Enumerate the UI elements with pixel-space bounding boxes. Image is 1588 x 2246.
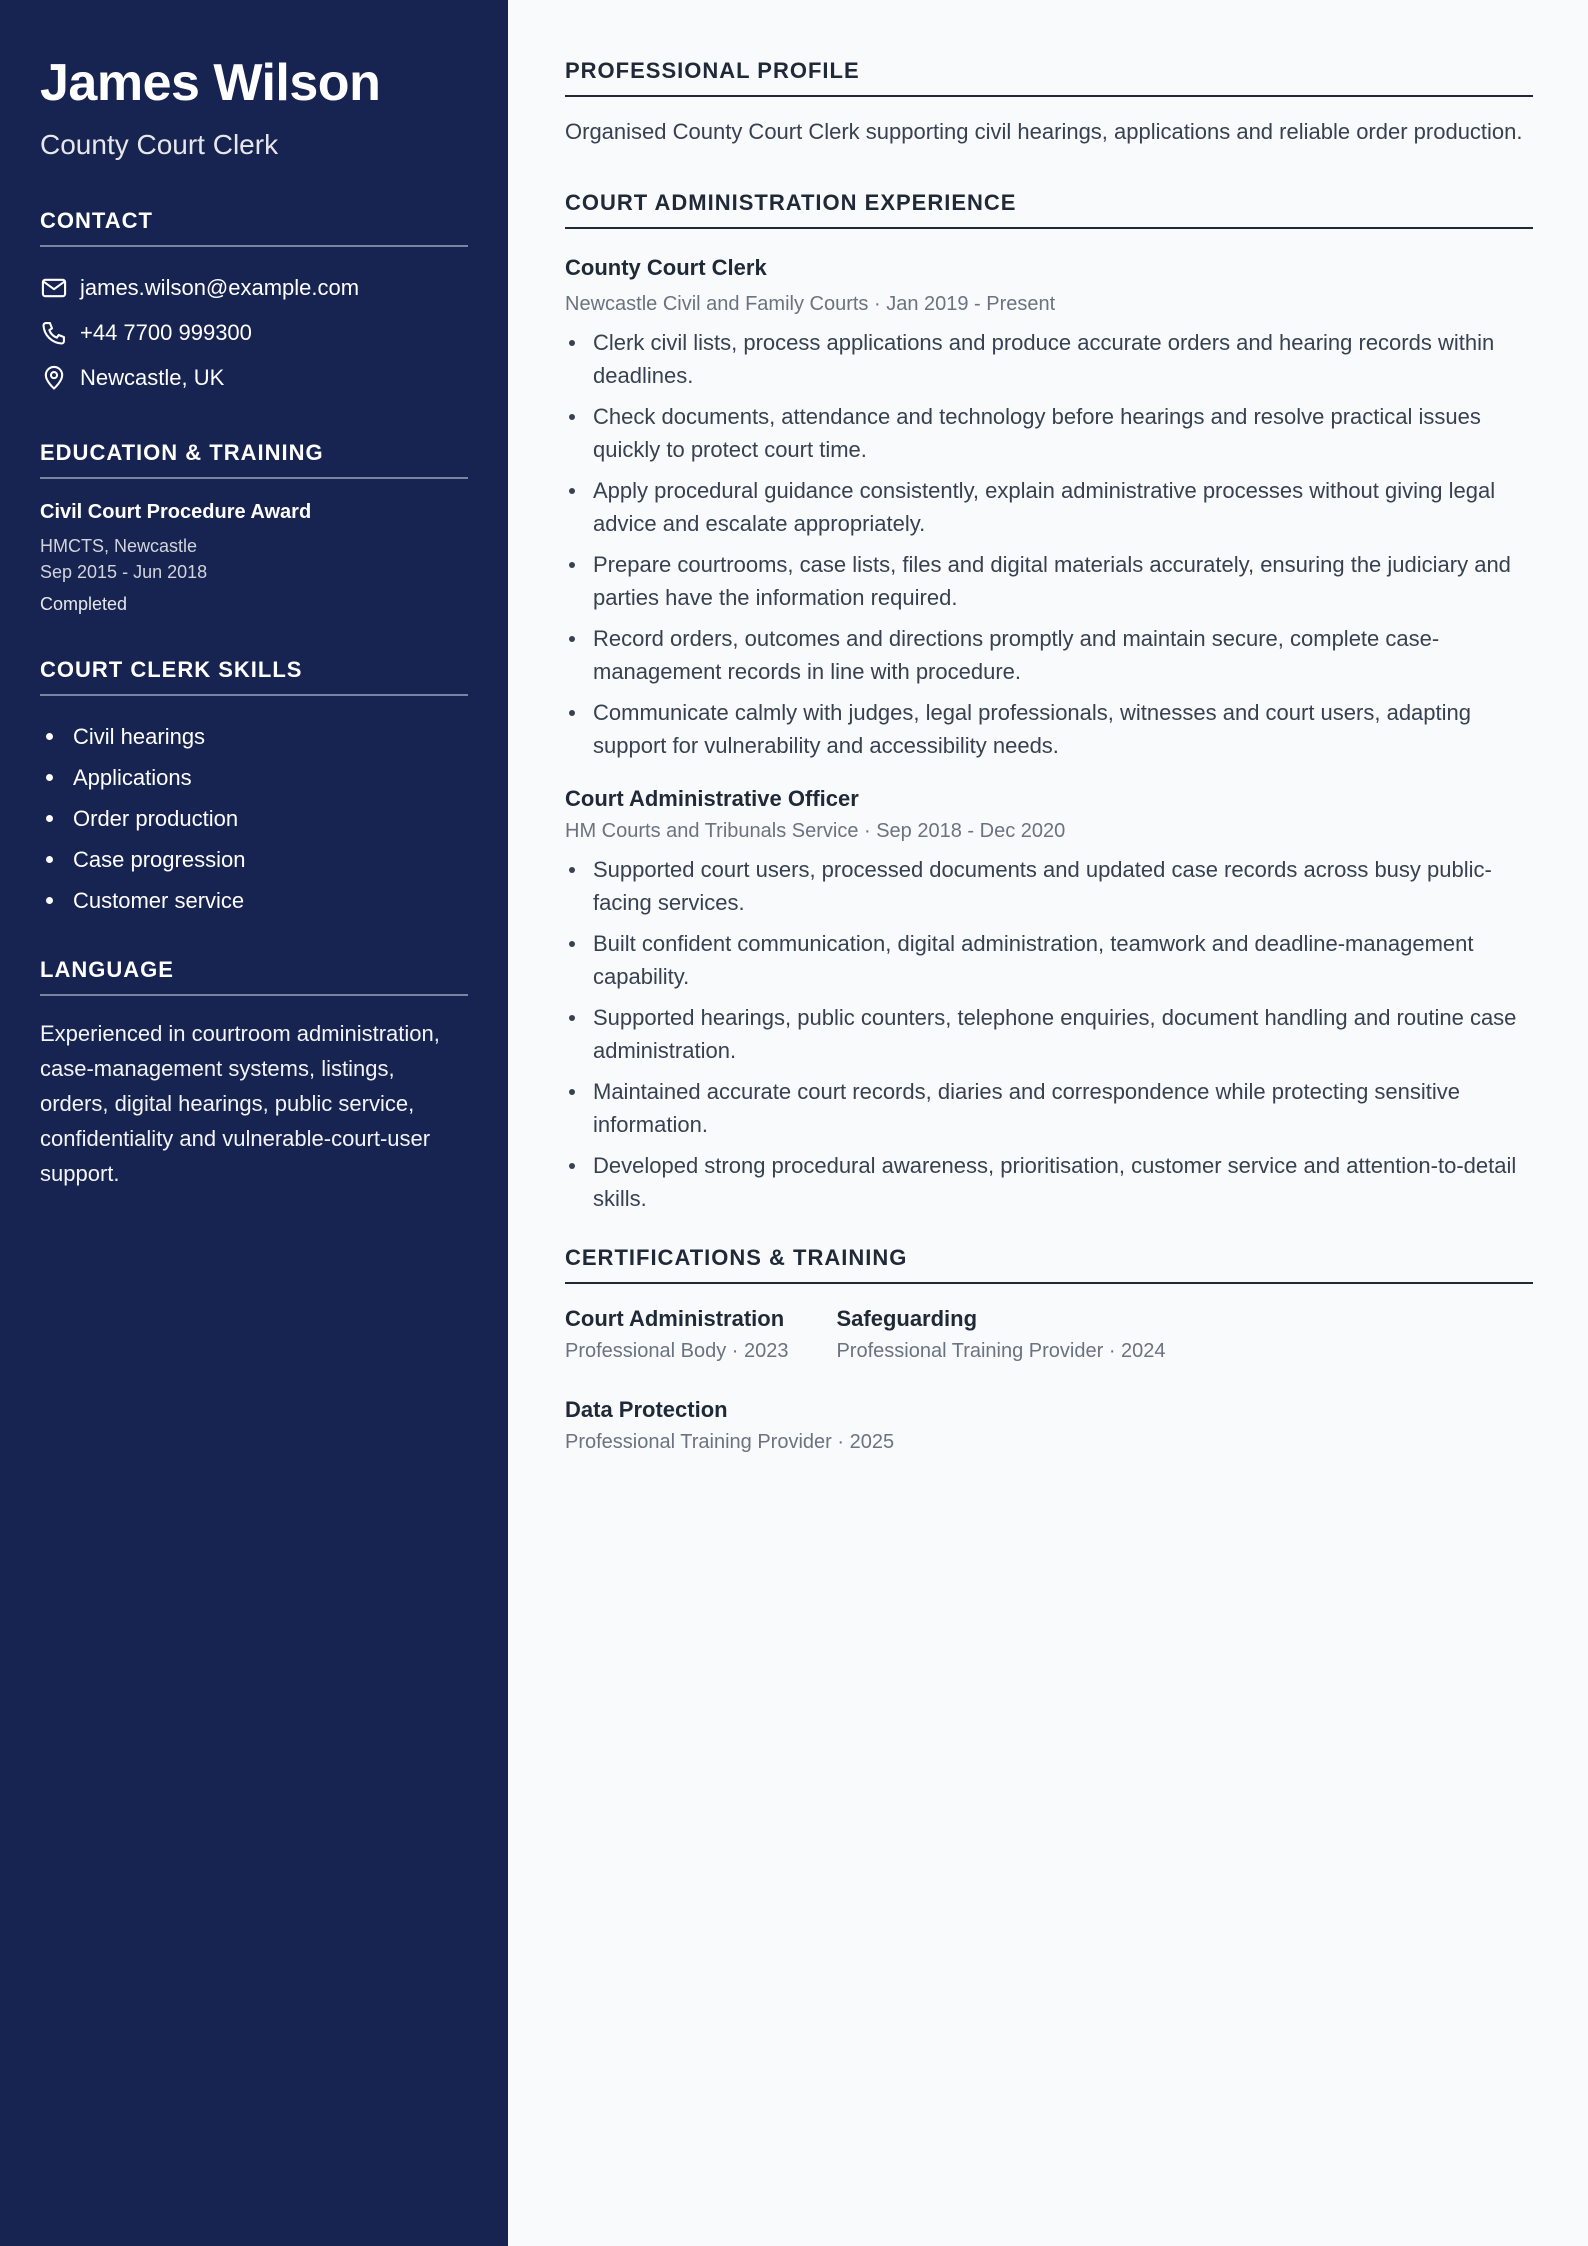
candidate-title: County Court Clerk	[40, 129, 279, 160]
education-status: Completed	[40, 594, 128, 614]
list-item: Applications	[40, 757, 468, 798]
list-item: Supported hearings, public counters, telephone enquiries, document handling and routine case administration.	[565, 1001, 1533, 1067]
list-item: Order production	[40, 798, 468, 839]
certifications-section	[565, 1245, 1533, 1488]
certification-item	[565, 1306, 788, 1363]
sidebar	[0, 0, 508, 2246]
contact-section	[40, 208, 468, 400]
language-text: Experienced in courtroom administration, case-management systems, listings, orders, digital hearings, public service, confidentiality and vulnerable-court-user support.	[40, 1021, 440, 1186]
mail-icon	[40, 274, 68, 302]
list-item: Apply procedural guidance consistently, explain administrative processes without giving legal advice and escalate appropriately.	[565, 474, 1533, 540]
certifications-grid	[565, 1306, 1533, 1488]
certification-meta: Professional Training Provider · 2024	[836, 1340, 1166, 1362]
job-title: County Court Clerk	[565, 255, 767, 280]
contact-phone[interactable]	[40, 310, 468, 355]
phone-icon	[40, 319, 68, 347]
education-section	[40, 440, 468, 615]
skills-section	[40, 657, 468, 921]
language-heading: LANGUAGE	[40, 957, 468, 996]
certification-meta: Professional Body · 2023	[565, 1340, 789, 1362]
list-item: Check documents, attendance and technology before hearings and resolve practical issues quickly to protect court time.	[565, 400, 1533, 466]
list-item: Maintained accurate court records, diaries and correspondence while protecting sensitive information.	[565, 1075, 1533, 1141]
candidate-name: James Wilson	[40, 54, 381, 112]
list-item: Prepare courtrooms, case lists, files and digital materials accurately, ensuring the judiciary and parties have the information required.	[565, 548, 1533, 614]
contact-email[interactable]	[40, 265, 468, 310]
skills-list	[40, 716, 468, 921]
main-content	[565, 58, 1533, 1488]
list-item: Clerk civil lists, process applications and produce accurate orders and hearing records within deadlines.	[565, 326, 1533, 392]
job-meta: Newcastle Civil and Family Courts · Jan 2019 - Present	[565, 293, 1056, 315]
education-institution: HMCTS, Newcastle	[40, 536, 198, 556]
certification-item	[836, 1306, 1165, 1363]
education-heading: EDUCATION & TRAINING	[40, 440, 468, 479]
list-item: Case progression	[40, 839, 468, 880]
contact-heading: CONTACT	[40, 208, 468, 247]
list-item: Record orders, outcomes and directions promptly and maintain secure, complete case-management records in line with procedure.	[565, 622, 1533, 688]
contact-location	[40, 355, 468, 400]
job-bullets	[565, 326, 1533, 762]
education-dates: Sep 2015 - Jun 2018	[40, 562, 208, 582]
profile-text: Organised County Court Clerk supporting civil hearings, applications and reliable order production.	[565, 119, 1523, 144]
skills-heading: COURT CLERK SKILLS	[40, 657, 468, 696]
list-item: Civil hearings	[40, 716, 468, 757]
list-item: Communicate calmly with judges, legal professionals, witnesses and court users, adapting support for vulnerability and accessibility needs.	[565, 696, 1533, 762]
certification-name: Safeguarding	[836, 1306, 978, 1331]
contact-location-text: Newcastle, UK	[80, 364, 225, 390]
list-item: Customer service	[40, 880, 468, 921]
experience-section	[565, 190, 1533, 1215]
contact-email-text: james.wilson@example.com	[80, 274, 360, 300]
list-item: Built confident communication, digital administration, teamwork and deadline-management capability.	[565, 927, 1533, 993]
list-item: Supported court users, processed documents and updated case records across busy public-facing services.	[565, 853, 1533, 919]
job-meta: HM Courts and Tribunals Service · Sep 2018 - Dec 2020	[565, 820, 1066, 842]
job-title: Court Administrative Officer	[565, 786, 859, 811]
location-pin-icon	[40, 364, 68, 392]
certification-meta: Professional Training Provider · 2025	[565, 1431, 895, 1453]
certification-item	[565, 1397, 894, 1454]
experience-heading: COURT ADMINISTRATION EXPERIENCE	[565, 190, 1533, 229]
education-award: Civil Court Procedure Award	[40, 501, 312, 523]
job-entry	[565, 255, 1533, 762]
list-item: Developed strong procedural awareness, prioritisation, customer service and attention-to-detail skills.	[565, 1149, 1533, 1215]
language-section	[40, 957, 468, 1191]
profile-heading: PROFESSIONAL PROFILE	[565, 58, 1533, 97]
certification-name: Data Protection	[565, 1397, 728, 1422]
certification-name: Court Administration	[565, 1306, 785, 1331]
profile-section	[565, 58, 1533, 148]
job-entry	[565, 786, 1533, 1215]
job-bullets	[565, 853, 1533, 1215]
contact-phone-text: +44 7700 999300	[80, 319, 252, 345]
certifications-heading: CERTIFICATIONS & TRAINING	[565, 1245, 1533, 1284]
